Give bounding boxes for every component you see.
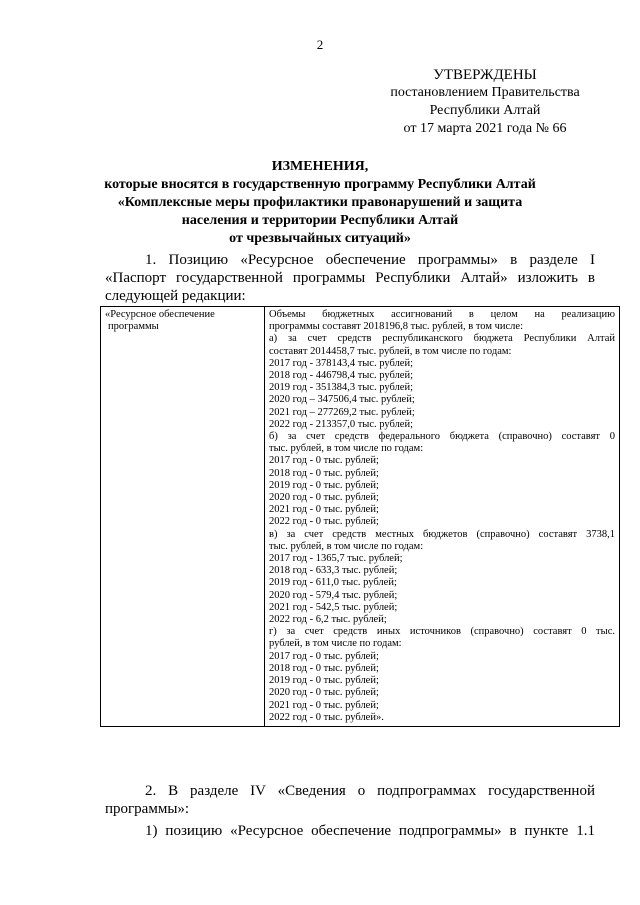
cell-line: 2017 год - 0 тыс. рублей; bbox=[269, 650, 379, 662]
cell-line: 2022 год - 0 тыс. рублей; bbox=[269, 516, 379, 528]
cell-line: 2018 год - 0 тыс. рублей; bbox=[269, 467, 379, 479]
approval-line: Республики Алтай bbox=[429, 103, 541, 118]
cell-line: г) за счет средств иных источников (справочно) составят 0 тыс. bbox=[269, 626, 615, 638]
approval-block bbox=[370, 66, 600, 138]
cell-line: рублей, в том числе по годам: bbox=[269, 638, 402, 650]
cell-line: 2022 год - 0 тыс. рублей». bbox=[269, 711, 384, 723]
cell-line: 2021 год - 0 тыс. рублей; bbox=[269, 699, 379, 711]
paragraph-line: «Паспорт государственной программы Республики Алтай» изложить в bbox=[105, 270, 595, 286]
paragraph-line: программы»: bbox=[105, 801, 190, 817]
cell-line: 2022 год - 6,2 тыс. рублей; bbox=[269, 614, 387, 626]
cell-line: программы составят 2018196,8 тыс. рублей, в том числе: bbox=[269, 321, 523, 333]
resource-table bbox=[100, 306, 620, 727]
approval-heading: УТВЕРЖДЕНЫ bbox=[433, 67, 537, 83]
paragraph-2 bbox=[105, 782, 595, 818]
cell-line: 2018 год - 0 тыс. рублей; bbox=[269, 662, 379, 674]
cell-line: 2017 год - 378143,4 тыс. рублей; bbox=[269, 357, 414, 369]
page-number: 2 bbox=[316, 37, 324, 52]
cell-line: в) за счет средств местных бюджетов (справочно) составят 3738,1 bbox=[269, 528, 615, 540]
cell-line: 2020 год - 579,4 тыс. рублей; bbox=[269, 589, 398, 601]
paragraph-line: 1) позицию «Ресурсное обеспечение подпрограммы» в пункте 1.1 bbox=[145, 823, 595, 839]
table-cell-label bbox=[101, 307, 265, 727]
cell-line: 2020 год - 0 тыс. рублей; bbox=[269, 492, 379, 504]
cell-line: тыс. рублей, в том числе по годам: bbox=[269, 443, 424, 455]
paragraph-1 bbox=[105, 251, 595, 305]
cell-line: 2019 год - 611,0 тыс. рублей; bbox=[269, 577, 397, 589]
cell-line: 2019 год - 0 тыс. рублей; bbox=[269, 479, 379, 491]
cell-line: а) за счет средств республиканского бюджета Республики Алтай bbox=[269, 333, 615, 345]
cell-line: 2018 год - 446798,4 тыс. рублей; bbox=[269, 370, 414, 382]
cell-line: Объемы бюджетных ассигнований в целом на реализацию bbox=[269, 309, 615, 320]
paragraph-line: следующей редакции: bbox=[105, 288, 246, 304]
approval-line: постановлением Правительства bbox=[390, 85, 580, 100]
paragraph-3 bbox=[105, 822, 595, 840]
paragraph-line: 1. Позицию «Ресурсное обеспечение программы» в разделе I bbox=[145, 252, 595, 268]
cell-line: 2017 год - 1365,7 тыс. рублей; bbox=[269, 553, 403, 565]
title-line: «Комплексные меры профилактики правонарушений и защита bbox=[117, 195, 523, 210]
cell-line: 2018 год - 633,3 тыс. рублей; bbox=[269, 565, 398, 577]
table-cell-content bbox=[265, 307, 620, 727]
title-line: от чрезвычайных ситуаций» bbox=[229, 231, 411, 246]
cell-line: «Ресурсное обеспечение bbox=[105, 309, 215, 320]
title-line: которые вносятся в государственную программу Республики Алтай bbox=[104, 177, 536, 192]
cell-line: 2019 год - 351384,3 тыс. рублей; bbox=[269, 382, 414, 394]
table-row bbox=[101, 307, 620, 727]
cell-line: 2021 год – 277269,2 тыс. рублей; bbox=[269, 406, 415, 418]
cell-line: 2020 год – 347506,4 тыс. рублей; bbox=[269, 394, 415, 406]
document-title bbox=[100, 158, 540, 248]
title-line: ИЗМЕНЕНИЯ, bbox=[271, 159, 369, 174]
cell-line: б) за счет средств федерального бюджета (справочно) составят 0 bbox=[269, 431, 615, 443]
cell-line: 2019 год - 0 тыс. рублей; bbox=[269, 675, 379, 687]
cell-line: 2017 год - 0 тыс. рублей; bbox=[269, 455, 379, 467]
cell-line: 2022 год - 213357,0 тыс. рублей; bbox=[269, 418, 414, 430]
cell-line: 2021 год - 542,5 тыс. рублей; bbox=[269, 601, 398, 613]
title-line: населения и территории Республики Алтай bbox=[181, 213, 459, 228]
cell-line: тыс. рублей, в том числе по годам: bbox=[269, 540, 424, 552]
cell-line: 2020 год - 0 тыс. рублей; bbox=[269, 687, 379, 699]
paragraph-line: 2. В разделе IV «Сведения о подпрограммах государственной bbox=[145, 783, 595, 799]
cell-line: 2021 год - 0 тыс. рублей; bbox=[269, 504, 379, 516]
approval-date: от 17 марта 2021 года № 66 bbox=[403, 121, 567, 136]
cell-line: составят 2014458,7 тыс. рублей, в том числе по годам: bbox=[269, 345, 512, 357]
cell-line: программы bbox=[108, 321, 159, 333]
